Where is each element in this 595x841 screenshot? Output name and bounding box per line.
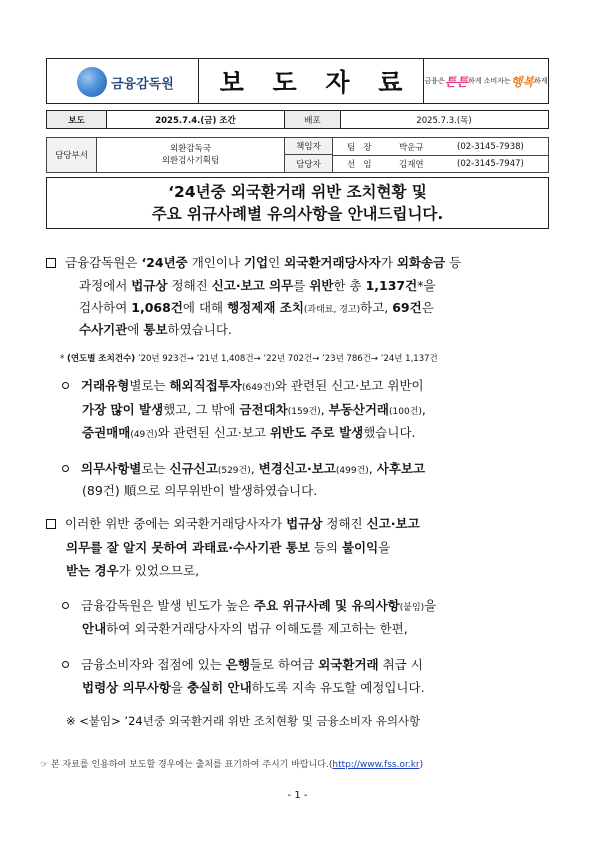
bullet2-line1: 의무사항별로는 신규신고(529건), 변경신고·보고(499건), 사후보고	[62, 461, 425, 479]
fss-logo-icon	[77, 67, 107, 97]
press-header	[46, 58, 549, 104]
headline-line1: ‘24년중 외국환거래 위반 조치현황 및	[168, 183, 427, 201]
document-title: 보 도 자 료	[199, 59, 424, 103]
name-1: 박운규	[399, 142, 424, 153]
circle-bullet-icon	[62, 382, 69, 389]
para1-line1: 금융감독원은 ‘24년중 개인이나 기업인 외국환거래당사자가 외화송금 등	[46, 255, 461, 271]
report-label: 보도	[47, 111, 107, 128]
role-2: 담당자	[285, 155, 333, 172]
report-date: 2025.7.4.(금) 조간	[107, 111, 285, 128]
footer-note: ☞ 본 자료를 인용하여 보도할 경우에는 출처를 표기하여 주시기 바랍니다.(http://www.fss.or.kr)	[40, 760, 424, 770]
circle-bullet-icon	[62, 602, 69, 609]
bullet4-line2: 법령상 의무사항을 충실히 안내하도록 지속 유도할 예정입니다.	[82, 680, 425, 695]
phone-2: (02-3145-7947)	[457, 158, 524, 169]
attachment-note: ※ <붙임> ’24년중 외국환거래 위반 조치현황 및 금융소비자 유의사항	[66, 714, 421, 728]
logo-area	[47, 59, 199, 103]
bullet3-line1: 금융감독원은 발생 빈도가 높은 주요 위규사례 및 유의사항(붙임)을	[62, 598, 436, 616]
dept-label: 담당부서	[47, 138, 97, 172]
bullet1-line2: 가장 많이 발생했고, 그 밖에 금전대차(159건), 부동산거래(100건),	[82, 402, 426, 417]
bullet2-line2: (89건) 順으로 의무위반이 발생하였습니다.	[82, 483, 318, 498]
title-2: 선 임	[347, 159, 372, 170]
bullet1-line3: 증권매매(49건)와 관련된 신고·보고 위반도 주로 발생했습니다.	[82, 425, 416, 440]
bullet3-line2: 안내하여 외국환거래당사자의 법규 이해도를 제고하는 한편,	[82, 621, 408, 636]
para2-line2: 의무를 잘 알지 못하여 과태료·수사기관 통보 등의 불이익을	[66, 540, 391, 555]
page-number: - 1 -	[287, 790, 308, 801]
para1-line4: 수사기관에 통보하였습니다.	[79, 322, 232, 337]
release-table	[46, 110, 549, 129]
headline-box	[46, 177, 549, 229]
square-bullet-icon	[46, 519, 56, 529]
role-1: 책임자	[285, 138, 333, 155]
para2-line1: 이러한 위반 중에는 외국환거래당사자가 법규상 정해진 신고·보고	[46, 516, 420, 532]
circle-bullet-icon	[62, 661, 69, 668]
distribute-date: 2025.7.3.(목)	[416, 115, 472, 126]
slogan: 금융은 튼튼 하게 소비자는 행복 하게	[424, 74, 548, 89]
circle-bullet-icon	[62, 465, 69, 472]
bullet4-line1: 금융소비자와 접점에 있는 은행들로 하여금 외국환거래 취급 시	[62, 657, 423, 673]
square-bullet-icon	[46, 258, 56, 268]
fss-website-link[interactable]: http://www.fss.or.kr	[332, 760, 420, 770]
name-2: 김재연	[399, 159, 424, 170]
dept-names: 외환감독국 외환검사기획팀	[97, 138, 285, 172]
pointing-hand-icon: ☞	[40, 760, 49, 770]
bullet1-line1: 거래유형별로는 해외직접투자(649건)와 관련된 신고·보고 위반이	[62, 378, 424, 396]
para1-line3: 검사하여 1,068건에 대해 행정제재 조치(과태료, 경고)하고, 69건은	[79, 300, 434, 315]
org-name: 금융감독원	[111, 77, 174, 92]
contact-table	[46, 137, 549, 173]
para2-line3: 받는 경우가 있었으므로,	[66, 563, 200, 578]
phone-1: (02-3145-7938)	[457, 141, 524, 152]
yearly-count-note: * (연도별 조치건수) ’20년 923건→ ’21년 1,408건→ ’22년 702건→ ’23년 786건→ ’24년 1,137건	[60, 354, 438, 364]
title-1: 팀 장	[347, 142, 372, 153]
para1-line2: 과정에서 법규상 정해진 신고·보고 의무를 위반한 총 1,137건*을	[79, 278, 436, 293]
headline-line2: 주요 위규사례별 유의사항을 안내드립니다.	[151, 205, 444, 223]
distribute-label: 배포	[285, 111, 341, 128]
